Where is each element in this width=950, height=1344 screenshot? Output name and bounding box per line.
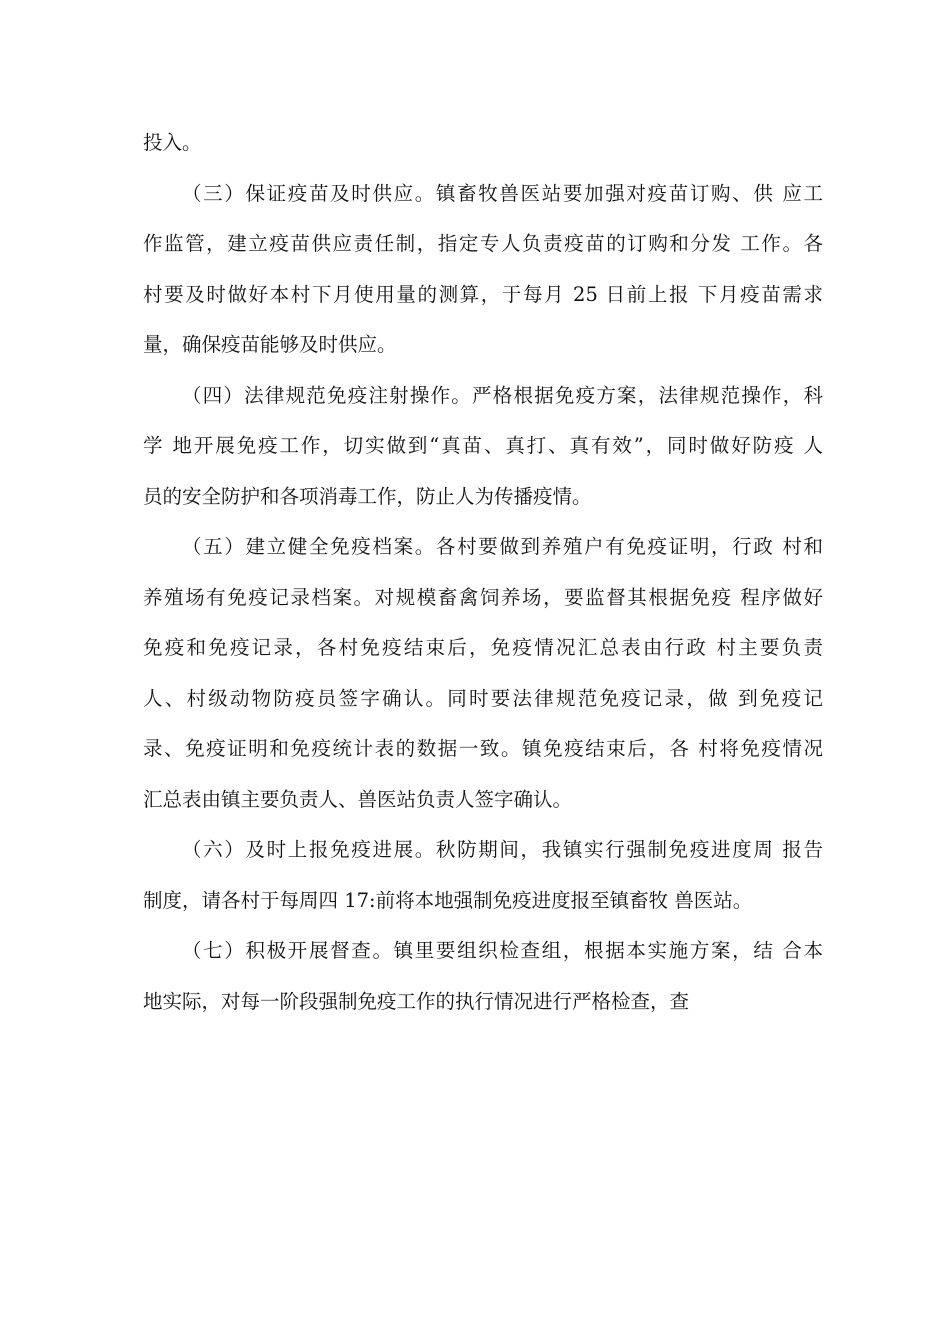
paragraph	[143, 825, 823, 926]
text-line: 员的安全防护和各项消毒工作，防止人为传播疫情。	[143, 484, 592, 508]
text-line: 地实际，对每一阶段强制免疫工作的执行情况进行严格检查，查	[143, 989, 690, 1013]
text-line: （五）建立健全免疫档案。各村要做到养殖户有免疫证明，行政 村和	[182, 535, 823, 558]
text-line: 制度，请各村于每周四 17:前将本地强制免疫进度报至镇畜牧 兽医站。	[143, 888, 753, 912]
paragraph	[143, 926, 823, 1027]
text-line: 免疫和免疫记录，各村免疫结束后，免疫情况汇总表由行政 村主要负责	[143, 636, 823, 659]
text-line: 录、免疫证明和免疫统计表的数据一致。镇免疫结束后，各 村将免疫情况	[143, 737, 823, 760]
paragraph	[143, 371, 823, 523]
text-line: （七）积极开展督查。镇里要组织检查组，根据本实施方案，结 合本	[182, 939, 823, 962]
text-line: 学 地开展免疫工作，切实做到“真苗、真打、真有效”，同时做好防疫 人	[143, 434, 823, 457]
text-line: 投入。	[143, 131, 202, 154]
paragraph	[143, 169, 823, 371]
text-line: 量，确保疫苗能够及时供应。	[143, 333, 397, 356]
text-line: 作监管，建立疫苗供应责任制，指定专人负责疫苗的订购和分发 工作。各	[143, 232, 823, 255]
text-line: （三）保证疫苗及时供应。镇畜牧兽医站要加强对疫苗订购、供 应工	[182, 181, 823, 205]
text-line: 汇总表由镇主要负责人、兽医站负责人签字确认。	[143, 787, 573, 811]
paragraph	[143, 118, 823, 169]
text-line: 人、村级动物防疫员签字确认。同时要法律规范免疫记录，做 到免疫记	[143, 686, 823, 710]
text-line: 村要及时做好本村下月使用量的测算，于每月 25 日前上报 下月疫苗需求	[143, 282, 823, 306]
text-line: 养殖场有免疫记录档案。对规模畜禽饲养场，要监督其根据免疫 程序做好	[143, 585, 823, 609]
paragraph	[143, 522, 823, 825]
text-line: （四）法律规范免疫注射操作。严格根据免疫方案，法律规范操作，科	[182, 383, 823, 407]
text-line: （六）及时上报免疫进展。秋防期间，我镇实行强制免疫进度周 报告	[182, 838, 823, 861]
document-body	[143, 118, 823, 1027]
